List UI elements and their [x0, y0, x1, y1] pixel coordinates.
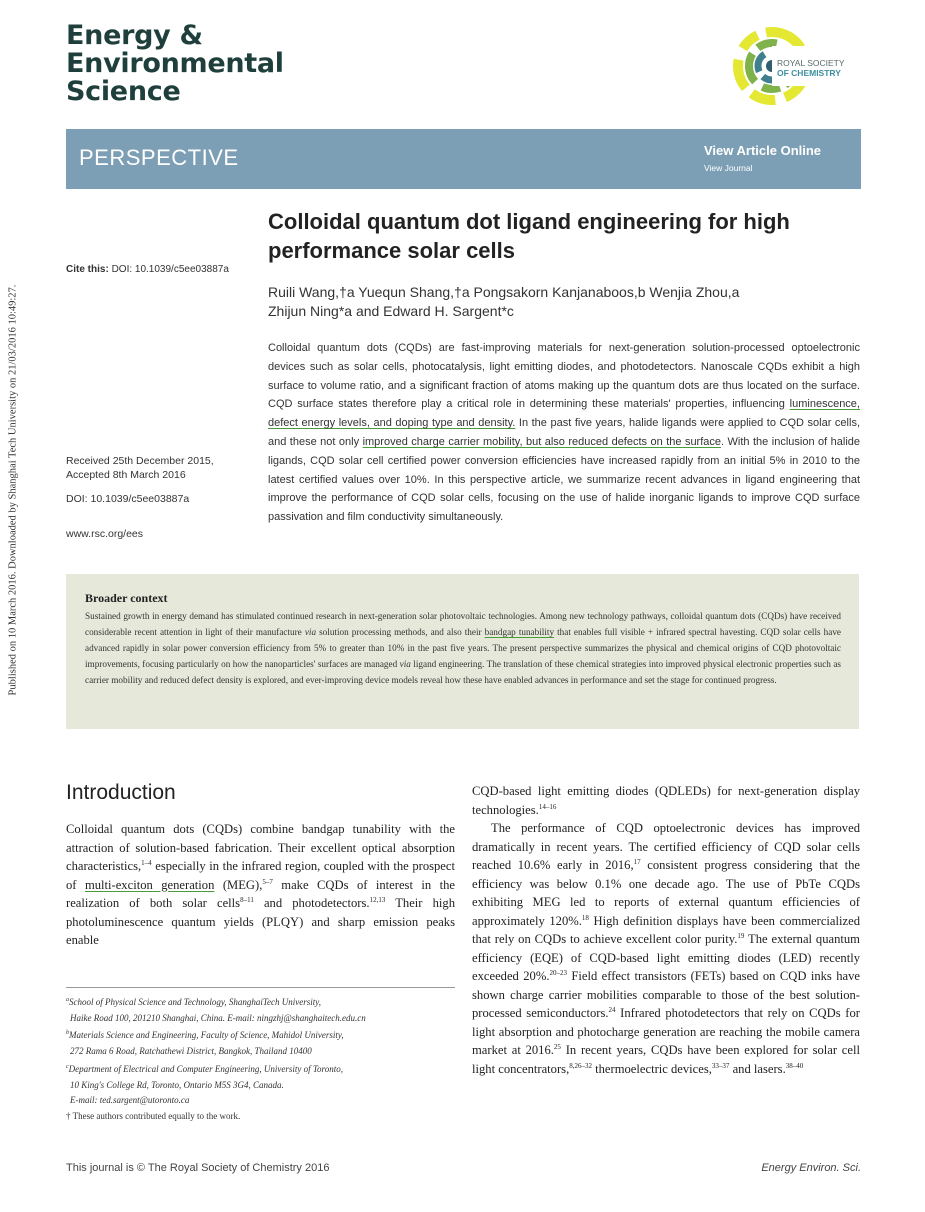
article-type-banner [66, 129, 861, 189]
abstract-highlight: improved charge carrier mobility, but also reduced defects on the surface [362, 435, 722, 448]
broader-context-heading: Broader context [85, 591, 168, 605]
rsc-logo-text-1: ROYAL SOCIETY [777, 58, 845, 68]
view-journal-link[interactable]: View Journal [704, 163, 753, 173]
citation[interactable]: 12,13 [369, 895, 386, 904]
footer-journal-abbrev: Energy Environ. Sci. [761, 1162, 861, 1174]
bc-text: ligand engineering. The translation of these chemical strategies into improved physical electronic properties such as carrier mobility and reduced defect density is explored, and ever-improving device models reveal how these have enabled advances in performance and set the stage for continued progress. [85, 659, 841, 685]
equal-contribution-note: † These authors contributed equally to the work. [66, 1110, 241, 1121]
bc-italic: via [304, 627, 317, 637]
journal-title-line: Energy & [66, 20, 203, 51]
body-highlight: multi-exciton generation [84, 877, 215, 892]
affiliation-b: $^b$Materials Science and Engineering, Faculty of Science, Mahidol University, [66, 1030, 344, 1041]
side-note-text: Published on 10 March 2016. Downloaded by Shanghai Tech University on 21/03/2016 10:49:27. [7, 284, 19, 696]
citation[interactable]: 5–7 [262, 877, 273, 886]
cite-this [66, 264, 229, 275]
affiliation-c-email: E-mail: ted.sargent@utoronto.ca [70, 1095, 190, 1106]
abstract [268, 339, 860, 527]
received-date: Received 25th December 2015, [66, 455, 214, 467]
view-article-online-link[interactable]: View Article Online [704, 143, 822, 158]
intro-paragraph: Colloidal quantum dots (CQDs) combine bandgap tunability with the attraction of solution-based fabrication. Their excellent optical absorption characteristics,$^{1-4}$ especially in the infrared region, coupled with the prospect of multi-exciton generation (MEG),$^{5-7}$ make CQDs of interest in the realization of both solar cells$^{8-11}$ and photodetectors.$^{12,13}$ Their high photoluminescence quantum yields (PLQY) and sharp emission peaks enable [66, 822, 456, 947]
author-line: Zhijun Ning*a and Edward H. Sargent*c [268, 303, 514, 319]
journal-title-line: Science [66, 76, 181, 107]
abstract-highlight: luminescence, defect energy levels, and doping type and density. [268, 398, 860, 430]
article-title: Colloidal quantum dot ligand engineering for high performance solar cells [268, 209, 790, 263]
doi-text[interactable]: DOI: 10.1039/c5ee03887a [66, 493, 190, 505]
broader-context-box [66, 574, 859, 729]
journal-website-link[interactable]: www.rsc.org/ees [66, 528, 144, 540]
affiliations-footnotes [66, 993, 455, 1125]
journal-title-line: Environmental [66, 48, 284, 79]
citation[interactable]: 20–23 [549, 968, 567, 977]
author-line: Ruili Wang,†a Yuequn Shang,†a Pongsakorn Kanjanaboos,b Wenjia Zhou,a [268, 284, 740, 300]
bc-highlight: bandgap tunability [484, 627, 555, 637]
broader-context-text [85, 608, 841, 688]
affiliation-a-cont: Haike Road 100, 201210 Shanghai, China. E-mail: ningzhj@shanghaitech.edu.cn [70, 1012, 366, 1023]
citation[interactable]: 33–37 [711, 1061, 730, 1070]
citation[interactable]: 1–4 [141, 858, 152, 867]
abstract-text: In the past five years, halide ligands were applied to CQD solar cells, and these not only [268, 417, 860, 448]
journal-title [66, 22, 284, 106]
affiliation-c: $^c$Department of Electrical and Computer Engineering, University of Toronto, [66, 1063, 343, 1074]
affiliation-c-cont: 10 King's College Rd, Toronto, Ontario M5S 3G4, Canada. [70, 1079, 284, 1090]
article-type-label: PERSPECTIVE [79, 145, 239, 170]
introduction-heading: Introduction [66, 781, 176, 804]
cite-doi[interactable]: DOI: 10.1039/c5ee03887a [111, 264, 229, 275]
publication-side-note [2, 245, 24, 735]
rsc-logo [732, 24, 872, 114]
bc-italic: via [399, 659, 411, 669]
affiliation-a: $^a$School of Physical Science and Technology, ShanghaiTech University, [66, 997, 322, 1007]
bc-text: that enables full visible + infrared spectral havesting. CQD solar cells have advanced rapidly in solar power conversion efficiency from 5% to greater than 10% in the past five years. The present perspective summarizes the physical and chemical origins of CQD photovoltaic improvements, focusing particularly on how the nanoparticles' surfaces are managed [85, 627, 842, 669]
citation[interactable]: 8–11 [240, 895, 254, 904]
cite-label: Cite this: [66, 264, 109, 275]
bc-text: solution processing methods, and also their [316, 627, 485, 637]
accepted-date: Accepted 8th March 2016 [66, 469, 186, 481]
rsc-logo-text-2: OF CHEMISTRY [777, 68, 841, 78]
citation[interactable]: 17 [633, 857, 641, 866]
abstract-text: . With the inclusion of halide ligands, CQD solar cell certified power conversion efficiencies have increased rapidly from an initial 5% in 2010 to the latest certified values over 10%. In this perspective article, we summarize recent advances in ligand engineering that improve the performance of CQD solar cells, focusing on the use of halide inorganic ligands to improve CQD surface passivation and film conductivity simultaneously. [268, 435, 861, 524]
abstract-text: Colloidal quantum dots (CQDs) are fast-improving materials for next-generation solution-processed optoelectronic devices such as solar cells, photocatalysis, light emitting diodes, and photodetectors. Nanoscale CQDs exhibit a high surface to volume ratio, and a significant fraction of atoms making up the quantum dots are thus located on the surface. CQD surface states therefore play a critical role in determining these materials' properties, influencing [268, 342, 860, 411]
intro-column-right [472, 782, 860, 1078]
intro-paragraph: CQD-based light emitting diodes (QDLEDs) for next-generation display technologies.$^{14-16}$ [472, 784, 860, 817]
citation[interactable]: 8,26–32 [569, 1061, 592, 1070]
citation[interactable]: 24 [608, 1005, 616, 1014]
citation[interactable]: 19 [737, 931, 745, 940]
intro-column-left [66, 820, 455, 950]
citation[interactable]: 25 [553, 1042, 561, 1051]
citation[interactable]: 14–16 [538, 802, 557, 811]
citation[interactable]: 38–40 [785, 1061, 804, 1070]
author-list [268, 283, 868, 321]
citation[interactable]: 18 [581, 913, 589, 922]
bc-text: Sustained growth in energy demand has stimulated continued research in next-generation solar photovoltaic technologies. Among new technology pathways, colloidal quantum dots (CQDs) have received considerable recent attention in light of their manufacture [85, 611, 841, 637]
footer-copyright: This journal is © The Royal Society of Chemistry 2016 [66, 1162, 330, 1174]
affiliation-b-cont: 272 Rama 6 Road, Ratchathewi District, Bangkok, Thailand 10400 [70, 1046, 312, 1057]
intro-paragraph: The performance of CQD optoelectronic devices has improved dramatically in recent years. The certified efficiency of CQD solar cells reached 10.6% early in 2016,17 consistent progress considering that the efficiency was below 0.1% one decade ago. The use of PbTe CQDs exhibiting MEG led to reports of external quantum efficiencies of approximately 120%.$^{18}$ High definition displays have been commercialized that rely on CQDs to achieve excellent color purity.$^{19}$ The external quantum efficiency (EQE) of CQD-based light emitting diodes (LED) recently exceeded 20%.$^{20-23}$ Field effect transistors (FETs) based on CQD inks have shown charge carrier mobilities comparable to those of the best solution-processed semiconductors.$^{24}$ Infrared photodetectors that rely on CQDs for light absorption and photocharge generation are reaching the mobile camera market at 2016.25 In recent years, CQDs have been explored for solar cell light concentrators,$^{8,26-32}$ thermoelectric devices,$^{33-37}$ and lasers.$^{38-40}$ [472, 821, 860, 1076]
footnote-divider [66, 987, 455, 988]
